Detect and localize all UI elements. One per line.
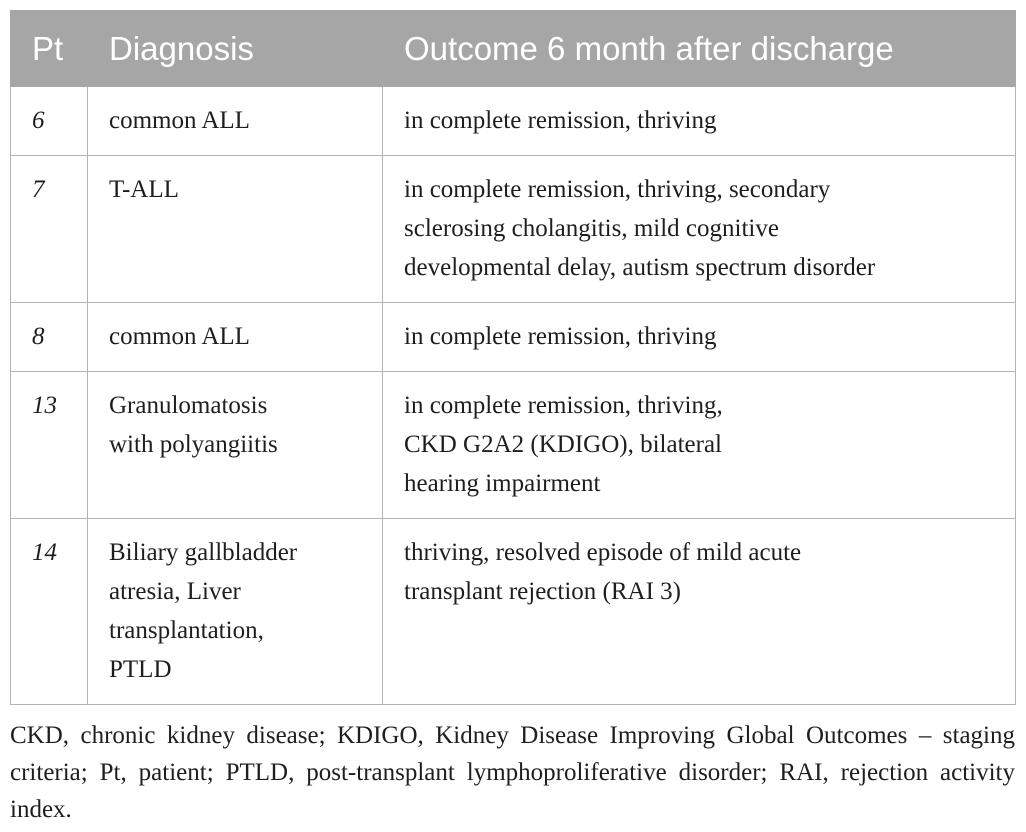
cell-pt: 7: [11, 156, 88, 303]
outcome-line: in complete remission, thriving: [404, 107, 717, 134]
cell-outcome: [383, 87, 1016, 156]
cell-outcome: [383, 303, 1016, 372]
outcome-line: in complete remission, thriving, secondary: [404, 176, 831, 203]
cell-diagnosis: [88, 519, 383, 705]
outcome-table-container: [10, 10, 1015, 705]
cell-pt: 6: [11, 87, 88, 156]
table-row: [11, 372, 1016, 519]
outcome-line: developmental delay, autism spectrum disorder: [404, 254, 876, 281]
cell-diagnosis: [88, 303, 383, 372]
cell-outcome: [383, 519, 1016, 705]
diagnosis-line: transplantation,: [109, 617, 264, 644]
cell-outcome: [383, 372, 1016, 519]
header-pt: Pt: [11, 11, 88, 87]
cell-outcome: [383, 156, 1016, 303]
header-row: [11, 11, 1016, 87]
diagnosis-line: Granulomatosis: [109, 392, 268, 419]
outcome-line: CKD G2A2 (KDIGO), bilateral: [404, 431, 722, 458]
outcome-line: in complete remission, thriving: [404, 323, 717, 350]
table-row: [11, 87, 1016, 156]
header-diagnosis: Diagnosis: [88, 11, 383, 87]
diagnosis-line: with polyangiitis: [109, 431, 278, 458]
outcome-line: thriving, resolved episode of mild acute: [404, 539, 802, 566]
cell-pt: 14: [11, 519, 88, 705]
table-row: [11, 156, 1016, 303]
diagnosis-line: T-ALL: [109, 176, 179, 203]
diagnosis-line: common ALL: [109, 107, 250, 134]
table-body: [11, 87, 1016, 705]
cell-diagnosis: [88, 156, 383, 303]
cell-pt: 8: [11, 303, 88, 372]
cell-diagnosis: [88, 87, 383, 156]
cell-pt: 13: [11, 372, 88, 519]
diagnosis-line: PTLD: [109, 656, 172, 683]
cell-diagnosis: [88, 372, 383, 519]
table-row: [11, 303, 1016, 372]
diagnosis-line: common ALL: [109, 323, 250, 350]
outcome-table: [10, 10, 1016, 705]
diagnosis-line: Biliary gallbladder: [109, 539, 298, 566]
diagnosis-line: atresia, Liver: [109, 578, 241, 605]
outcome-line: in complete remission, thriving,: [404, 392, 723, 419]
outcome-line: hearing impairment: [404, 470, 601, 497]
outcome-line: sclerosing cholangitis, mild cognitive: [404, 215, 779, 242]
header-outcome: Outcome 6 month after discharge: [383, 11, 1016, 87]
table-row: [11, 519, 1016, 705]
outcome-line: transplant rejection (RAI 3): [404, 578, 681, 605]
table-footnote: CKD, chronic kidney disease; KDIGO, Kidney Disease Improving Global Outcomes – staging criteria; Pt, patient; PTLD, post-transplant lymphoproliferative disorder; RAI, rejection activity index.: [10, 722, 1015, 823]
table-header: [11, 11, 1016, 87]
